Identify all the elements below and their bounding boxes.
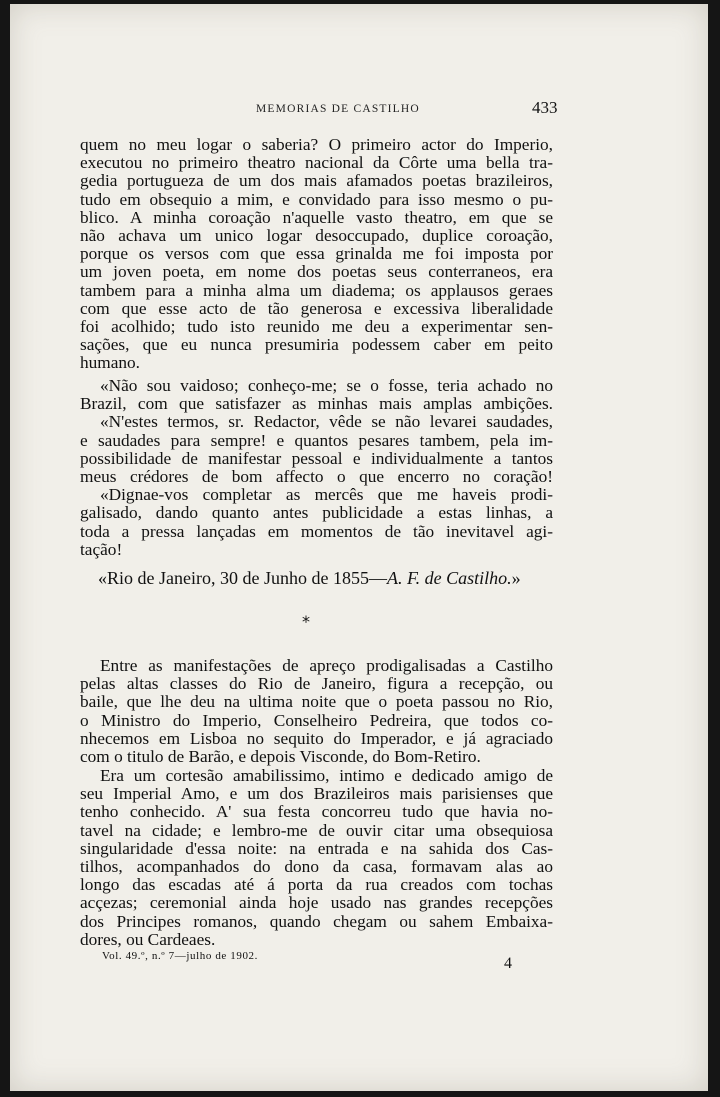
text-line: tilhos, acompanhados do dono da casa, formavam alas ao <box>80 857 553 876</box>
text-line: longo das escadas até á porta da rua creados com tochas <box>80 876 553 895</box>
text-line: «N'estes termos, sr. Redactor, vêde se não levarei saudades, <box>100 413 553 432</box>
letter-signoff <box>98 568 521 589</box>
signoff-closing-quote: » <box>511 568 521 588</box>
text-line: meus crédores de bom affecto o que encerro no coração! <box>80 467 553 486</box>
text-line: acçezas; ceremonial ainda hoje usado nas grandes recepções <box>80 894 553 913</box>
text-line: dos Principes romanos, quando chegam ou sahem Embaixa- <box>80 912 553 931</box>
text-line: gedia portugueza de um dos mais afamados poetas brazileiros, <box>80 172 553 191</box>
text-line: tenho conhecido. A' sua festa concorreu tudo que havia no- <box>80 803 553 822</box>
text-line: pelas altas classes do Rio de Janeiro, figura a recepção, ou <box>80 675 553 694</box>
paragraph-3 <box>80 657 553 766</box>
section-separator: * <box>302 612 310 631</box>
text-line: possibilidade de manifestar pessoal e individualmente a tantos <box>80 449 553 468</box>
text-line: singularidade d'essa noite: na entrada e na sahida dos Cas- <box>80 839 553 858</box>
text-line: galisado, dando quanto antes publicidade a estas linhas, a <box>80 504 553 523</box>
signoff-place-date: «Rio de Janeiro, 30 de Junho de 1855— <box>98 568 387 588</box>
text-line: não achava um unico logar desoccupado, duplice coroação, <box>80 226 553 245</box>
volume-footer: Vol. 49.º, n.º 7—julho de 1902. <box>102 950 258 962</box>
text-line: quem no meu logar o saberia? O primeiro actor do Imperio, <box>80 136 553 154</box>
text-line: e saudades para sempre! e quantos pesares tambem, pela im- <box>80 431 553 450</box>
text-line: humano. <box>80 354 140 373</box>
text-line: tambem para a minha alma um diadema; os applausos geraes <box>80 281 553 300</box>
text-line: Era um cortesão amabilissimo, intimo e dedicado amigo de <box>100 767 553 785</box>
text-line: foi acolhido; tudo isto reunido me deu a experimentar sen- <box>80 317 553 336</box>
text-line: com que esse acto de tão generosa e excessiva liberalidade <box>80 299 553 318</box>
text-line: Brazil, com que satisfazer as minhas mais amplas ambições. <box>80 395 553 414</box>
paragraph-1 <box>80 136 553 372</box>
text-line: o Ministro do Imperio, Conselheiro Pedreira, que todos co- <box>80 711 553 730</box>
text-line: «Não sou vaidoso; conheço-me; se o fosse, teria achado no <box>100 377 553 395</box>
paragraph-4 <box>80 767 553 949</box>
text-line: tavel na cidade; e lembro-me de ouvir citar uma obsequiosa <box>80 821 553 840</box>
text-line: blico. A minha coroação n'aquelle vasto theatro, em que se <box>80 208 553 227</box>
text-line: sações, que eu nunca presumiria podessem caber em peito <box>80 336 553 355</box>
text-line: baile, que lhe deu na ultima noite que o poeta passou no Rio, <box>80 693 553 712</box>
text-line: «Dignae-vos completar as mercês que me haveis prodi- <box>100 486 553 505</box>
text-line: executou no primeiro theatro nacional da Côrte uma bella tra- <box>80 154 553 173</box>
text-line: tudo em obsequio a mim, e convidado para isso mesmo o pu- <box>80 190 553 209</box>
paragraph-2 <box>80 377 553 559</box>
text-line: toda a pressa lançadas em momentos de tão inevitavel agi- <box>80 522 553 541</box>
text-line: um joven poeta, em nome dos poetas seus conterraneos, era <box>80 263 553 282</box>
running-title: MEMORIAS DE CASTILHO <box>256 103 420 115</box>
text-line: dores, ou Cardeaes. <box>80 930 216 949</box>
text-line: porque os versos com que essa grinalda me foi imposta por <box>80 245 553 264</box>
signature-mark: 4 <box>504 955 512 972</box>
text-line: com o titulo de Barão, e depois Visconde, do Bom-Retiro. <box>80 747 481 766</box>
text-line: nhecemos em Lisboa no sequito do Imperador, e já agraciado <box>80 729 553 748</box>
text-line: tação! <box>80 540 123 559</box>
signoff-author: A. F. de Castilho. <box>386 568 512 588</box>
text-line: Entre as manifestações de apreço prodigalisadas a Castilho <box>100 657 553 675</box>
page-number: 433 <box>532 98 558 117</box>
text-line: seu Imperial Amo, e um dos Brazileiros mais parisienses que <box>80 785 553 804</box>
